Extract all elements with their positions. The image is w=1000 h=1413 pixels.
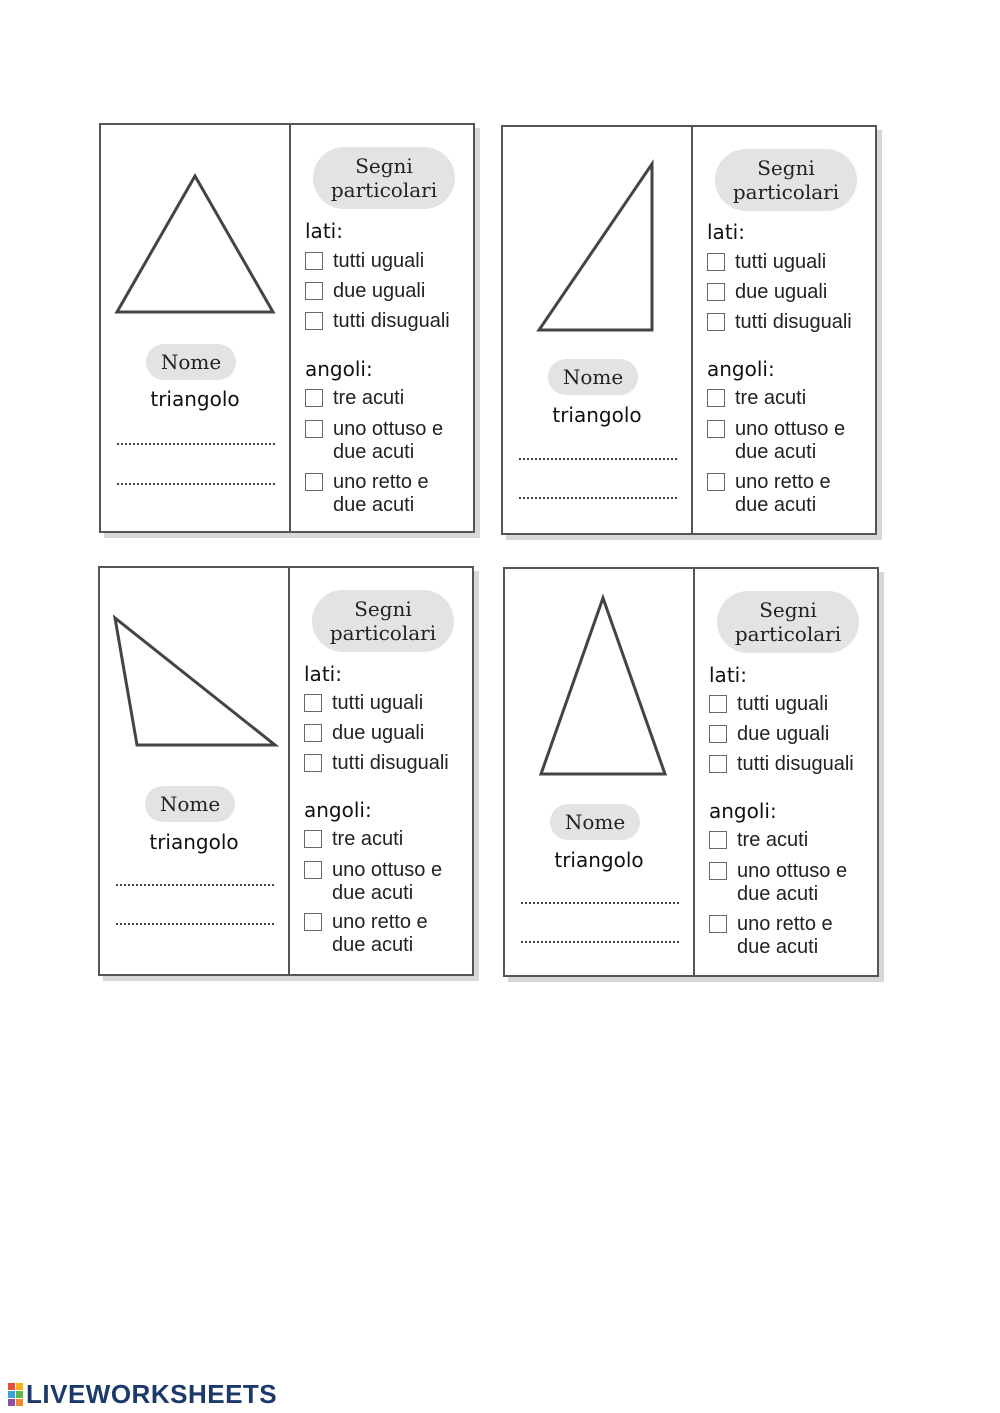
logo-grid-icon [8,1383,23,1406]
answer-line-2 [117,483,275,485]
answer-line-1 [519,458,677,460]
checkbox[interactable] [304,913,322,931]
angoli-heading: angoli: [709,799,777,823]
checkbox[interactable] [305,312,323,330]
angoli-heading: angoli: [707,357,775,381]
answer-line-2 [519,497,677,499]
triangle-card-2: Nome triangolo Segni particolari lati: tutti uguali due uguali tutti disuguali angoli: tre acuti uno ottuso e due acuti uno retto e due acuti [501,125,877,535]
checkbox[interactable] [305,282,323,300]
card-divider [289,125,291,531]
lati-heading: lati: [304,662,342,686]
answer-line-1 [521,902,679,904]
answer-line-1 [117,443,275,445]
nome-badge: Nome [146,344,236,380]
triangle-card-4: Nome triangolo Segni particolari lati: tutti uguali due uguali tutti disuguali angoli: tre acuti uno ottuso e due acuti uno retto e due acuti [503,567,879,977]
checkbox[interactable] [304,861,322,879]
checkbox[interactable] [707,389,725,407]
segni-particolari-badge: Segni particolari [313,147,455,209]
right-triangle-shape [503,127,691,347]
triangle-card-1: Nome triangolo Segni particolari lati: tutti uguali due uguali tutti disuguali angoli: tre acuti uno ottuso e due acuti uno retto e due acuti [99,123,475,533]
checkbox[interactable] [304,830,322,848]
angoli-heading: angoli: [305,357,373,381]
checkbox[interactable] [709,725,727,743]
triangle-name: triangolo [554,848,644,872]
answer-line-1 [116,884,274,886]
checkbox[interactable] [305,252,323,270]
triangle-name: triangolo [150,387,240,411]
nome-badge: Nome [550,804,640,840]
checkbox[interactable] [304,724,322,742]
checkbox[interactable] [707,420,725,438]
lati-heading: lati: [707,220,745,244]
isosceles-triangle-shape [505,569,693,789]
checkbox[interactable] [305,473,323,491]
triangle-name: triangolo [552,403,642,427]
card-divider [288,568,290,974]
checkbox[interactable] [707,253,725,271]
checkbox[interactable] [707,473,725,491]
checkbox[interactable] [707,313,725,331]
triangle-name: triangolo [149,830,239,854]
liveworksheets-logo[interactable] [8,1378,278,1409]
angoli-heading: angoli: [304,798,372,822]
segni-particolari-badge: Segni particolari [715,149,857,211]
checkbox[interactable] [709,755,727,773]
segni-particolari-badge: Segni particolari [717,591,859,653]
checkbox[interactable] [707,283,725,301]
checkbox[interactable] [709,831,727,849]
obtuse-triangle-shape [100,568,288,788]
checkbox[interactable] [305,420,323,438]
checkbox[interactable] [709,862,727,880]
answer-line-2 [521,941,679,943]
nome-badge: Nome [548,359,638,395]
lati-heading: lati: [305,219,343,243]
checkbox[interactable] [304,754,322,772]
checkbox[interactable] [709,915,727,933]
checkbox[interactable] [304,694,322,712]
segni-particolari-badge: Segni particolari [312,590,454,652]
checkbox[interactable] [305,389,323,407]
card-divider [693,569,695,975]
lati-heading: lati: [709,663,747,687]
logo-text: LIVEWORKSHEETS [26,1378,278,1409]
equilateral-triangle-shape [101,125,289,345]
triangle-card-3: Nome triangolo Segni particolari lati: tutti uguali due uguali tutti disuguali angoli: tre acuti uno ottuso e due acuti uno retto e due acuti [98,566,474,976]
card-divider [691,127,693,533]
nome-badge: Nome [145,786,235,822]
checkbox[interactable] [709,695,727,713]
answer-line-2 [116,923,274,925]
